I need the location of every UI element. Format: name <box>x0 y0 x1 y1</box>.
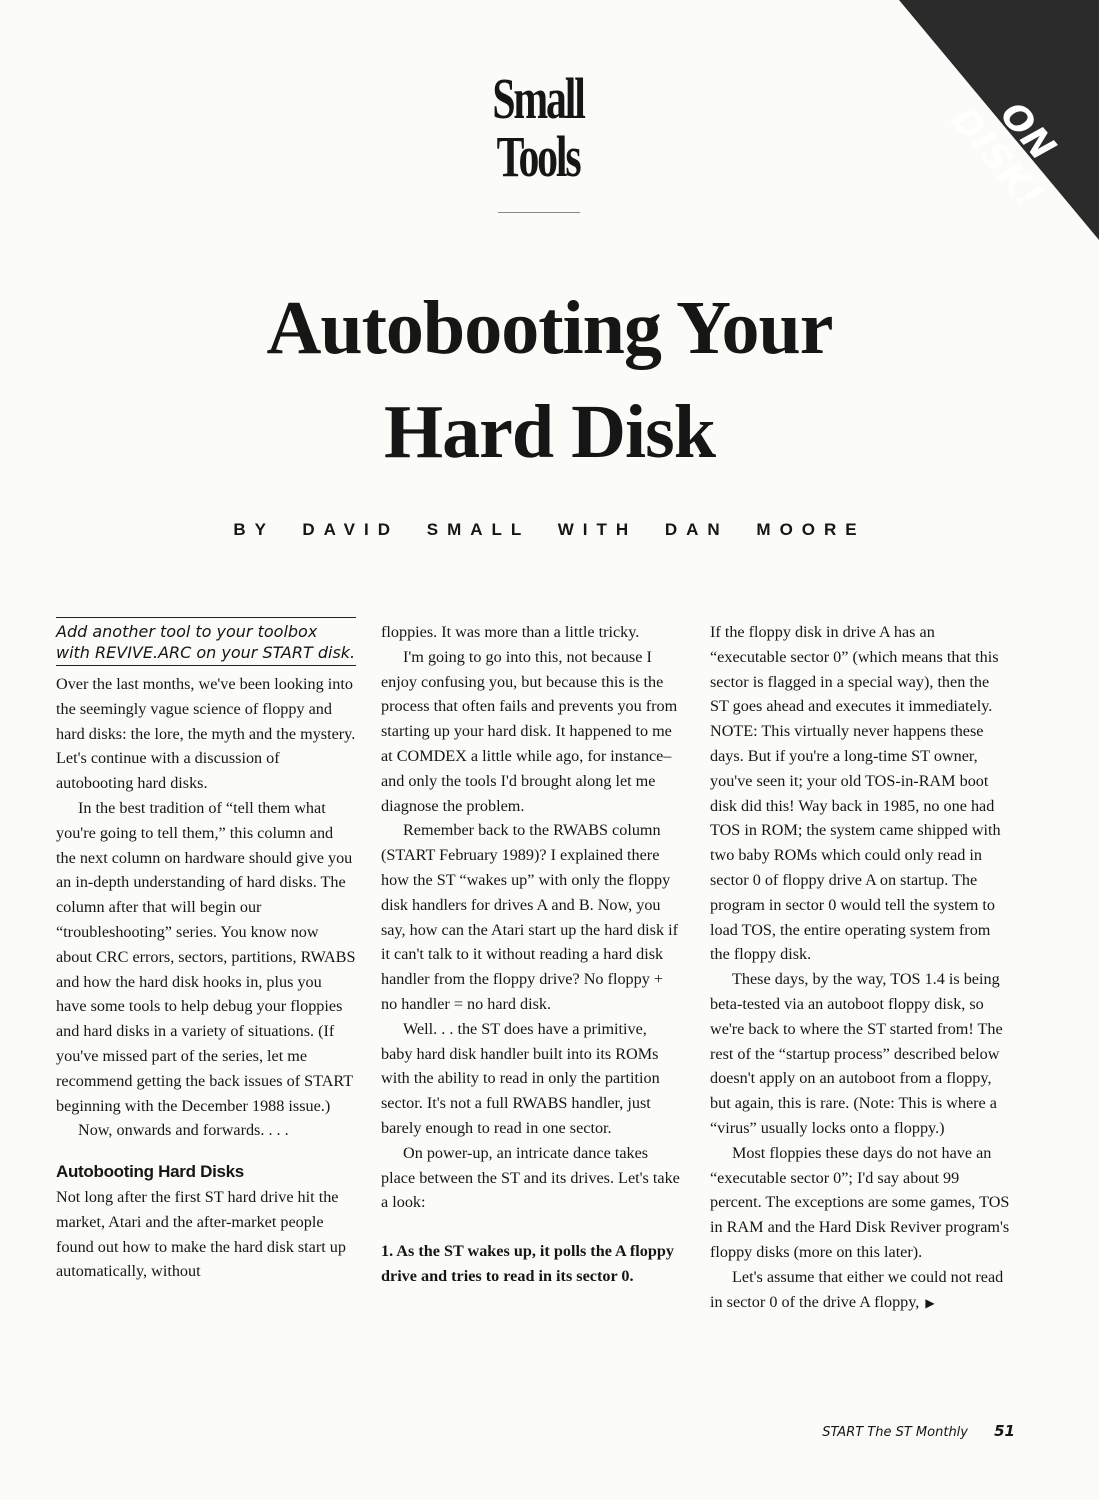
paragraph: On power-up, an intricate dance takes place between the ST and its drives. Let's take a look: <box>381 1143 680 1212</box>
page-footer <box>822 1422 1015 1440</box>
byline: BY DAVID SMALL WITH DAN MOORE <box>233 520 866 539</box>
continued-arrow-icon: ▶ <box>925 1295 935 1310</box>
page-number: 51 <box>994 1422 1015 1440</box>
paragraph: I'm going to go into this, not because I enjoy confusing you, but because this is the process that often fails and prevents you from starting up your hard disk. It happened to me at COMDEX a little while ago, for instance–and only the tools I'd brought along let me diagnose the problem. <box>381 647 678 815</box>
headline-line-1: Autobooting Your <box>266 286 833 370</box>
paragraph: Remember back to the RWABS column (START February 1989)? I explained there how the ST “wakes up” with only the floppy disk handlers for drives A and B. Now, you say, how can the Atari start up the hard disk if it can't talk to it without reading a hard disk handler from the floppy drive? No floppy + no handler = no hard disk. <box>381 821 678 1013</box>
headline-line-2: Hard Disk <box>384 390 715 474</box>
article-headline <box>0 276 1099 484</box>
paragraph <box>710 1265 1010 1316</box>
paragraph: Over the last months, we've been looking into the seemingly vague science of floppy and hard disks: the lore, the myth and the mystery. Let's continue with a discussion of autobooting hard disks. <box>56 675 356 793</box>
numbered-step: 1. As the ST wakes up, it polls the A floppy drive and tries to read in its sector 0. <box>381 1242 674 1285</box>
magazine-name: START The ST Monthly <box>822 1425 968 1440</box>
column-title-rule <box>498 212 580 213</box>
paragraph: In the best tradition of “tell them what you're going to tell them,” this column and the next column on hardware should give you an in-depth understanding of hard disks. The column after that will begin our “troubleshooting” series. You know now about CRC errors, sectors, partitions, RWABS and how the hard disk hooks in, plus you have some tools to help debug your floppies and hard disks in a variety of situations. (If you've missed part of the series, let me recommend getting the back issues of START beginning with the December 1988 issue.) <box>56 798 356 1115</box>
paragraph: Not long after the first ST hard drive hit the market, Atari and the after-market people found out how to make the hard disk start up automatically, without <box>56 1187 346 1281</box>
column-title <box>488 66 589 189</box>
paragraph: These days, by the way, TOS 1.4 is being beta-tested via an autoboot floppy disk, so we're back to where the ST started from! The rest of the “startup process” described below doesn't apply on an autoboot from a floppy, but again, this is rare. (Note: This is where a “virus” usually locks onto a floppy.) <box>710 970 1003 1137</box>
article-deck: Add another tool to your toolbox with REVIVE.ARC on your START disk. <box>56 617 356 666</box>
paragraph-text: Let's assume that either we could not read in sector 0 of the drive A floppy, <box>710 1267 1004 1311</box>
paragraph: If the floppy disk in drive A has an “executable sector 0” (which means that this sector is flagged in a special way), then the ST goes ahead and executes it immediately. NOTE: This virtually never happens these days. But if you're a long-time ST owner, you've seen it; your old TOS-in-RAM boot disk did this! Way back in 1985, no one had TOS in ROM; the system came shipped with two baby ROMs which could only read in sector 0 of floppy drive A on startup. The program in sector 0 would tell the system to load TOS, the entire operating system from the floppy disk. <box>710 623 1001 964</box>
paragraph: Most floppies these days do not have an “executable sector 0”; I'd say about 99 percent. The exceptions are some games, TOS in RAM and the Hard Disk Reviver program's floppy disks (more on this later). <box>710 1143 1010 1261</box>
paragraph: Well. . . the ST does have a primitive, baby hard disk handler built into its ROMs with the ability to read in only the partition sector. It's not a full RWABS handler, just barely enough to read in one sector. <box>381 1019 660 1137</box>
section-subhead: Autobooting Hard Disks <box>56 1162 244 1182</box>
paragraph: floppies. It was more than a little tricky. <box>381 623 640 641</box>
article-column-3 <box>710 620 1010 1315</box>
column-title-line-1: Small <box>492 66 584 131</box>
article-column-2 <box>381 620 681 1289</box>
on-disk-label: ON DISK! <box>942 94 1064 217</box>
article-column-1 <box>56 620 356 1284</box>
paragraph: Now, onwards and forwards. . . . <box>78 1121 289 1140</box>
column-title-line-2: Tools <box>496 124 580 189</box>
